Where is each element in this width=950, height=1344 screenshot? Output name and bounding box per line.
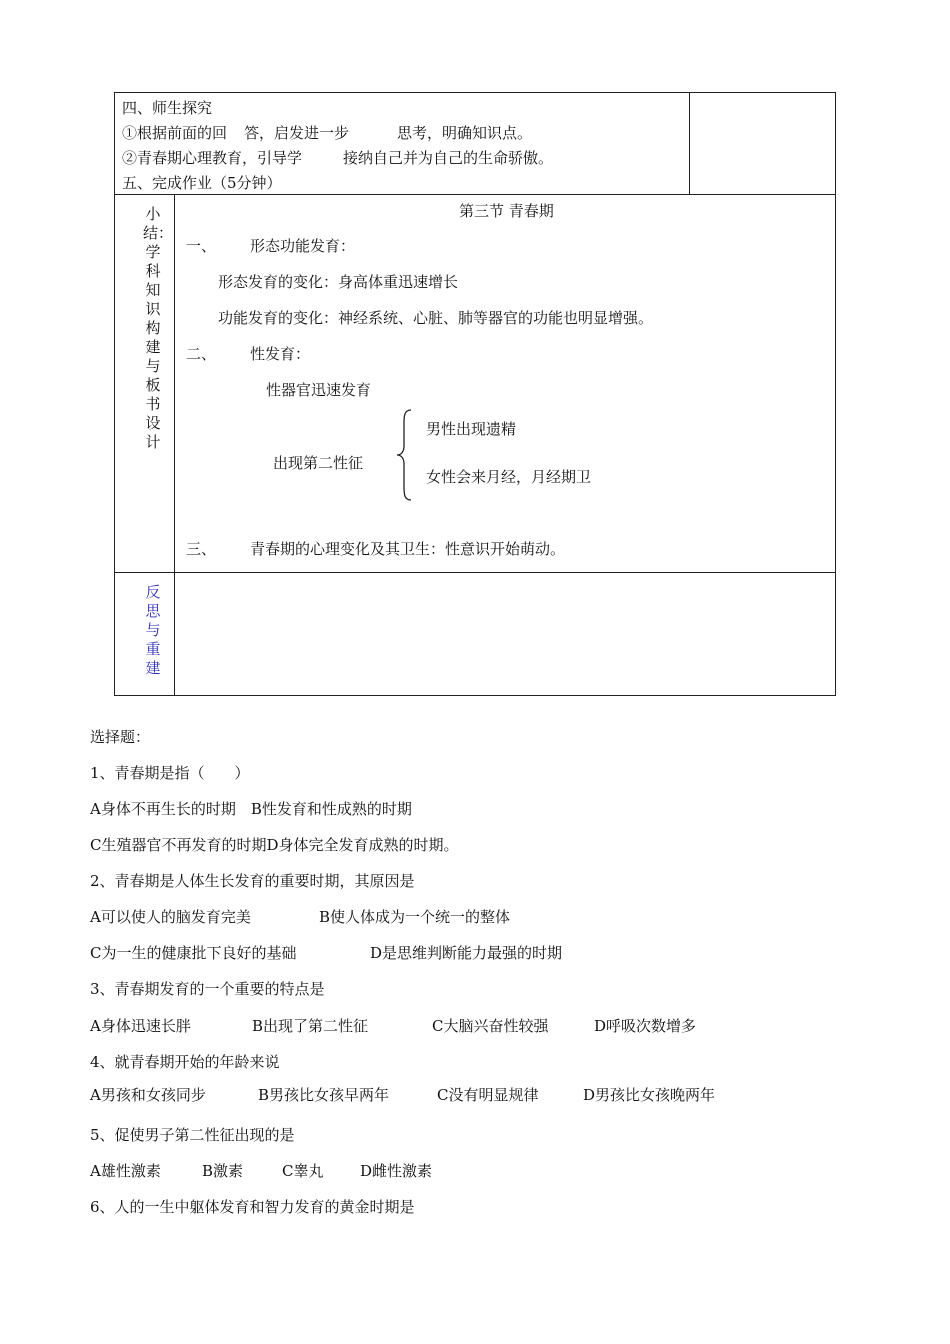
part1-number: 一、 [186, 237, 217, 255]
question-4: 4、就青春期开始的年龄来说 [90, 1053, 280, 1071]
question-4-option-b: B男孩比女孩早两年 [258, 1086, 390, 1104]
table-row-divider-1 [114, 194, 836, 195]
reflection-side-label: 反思与重建 [145, 583, 161, 677]
section4-line2-b: 接纳自己并为自己的生命骄傲。 [343, 149, 554, 167]
question-2: 2、青春期是人体生长发育的重要时期，其原因是 [90, 872, 415, 890]
question-4-option-c: C没有明显规律 [437, 1086, 539, 1104]
question-5-option-a: A雄性激素 [90, 1162, 161, 1180]
part1-line1: 形态发育的变化：身高体重迅速增长 [218, 273, 459, 291]
question-4-option-d: D男孩比女孩晚两年 [583, 1086, 716, 1104]
questions-header: 选择题： [90, 728, 151, 746]
section5-title: 五、完成作业（5分钟） [122, 174, 282, 192]
question-3: 3、青春期发育的一个重要的特点是 [90, 980, 325, 998]
part2-female: 女性会来月经，月经期卫 [426, 468, 592, 486]
part1-line2: 功能发育的变化：神经系统、心脏、肺等器官的功能也明显增强。 [218, 309, 654, 327]
question-3-option-a: A身体迅速长胖 [90, 1017, 191, 1035]
question-2-option-c: C为一生的健康批下良好的基础 [90, 944, 297, 962]
table-border-right [835, 92, 836, 696]
section4-line1-a: ①根据前面的回 [122, 124, 228, 142]
section4-line1-b: 答，启发进一步 [244, 124, 350, 142]
table-divider-top-col [689, 92, 690, 195]
question-1-options-row1: A身体不再生长的时期 B性发育和性成熟的时期 [90, 800, 412, 818]
question-3-option-b: B出现了第二性征 [252, 1017, 369, 1035]
section4-line2-a: ②青春期心理教育，引导学 [122, 149, 303, 167]
part3-number: 三、 [186, 540, 217, 558]
table-row-divider-2 [114, 572, 836, 573]
question-3-option-c: C大脑兴奋性较强 [432, 1017, 549, 1035]
part2-brace-label: 出现第二性征 [273, 454, 364, 472]
question-6: 6、人的一生中躯体发育和智力发育的黄金时期是 [90, 1198, 415, 1216]
part2-title: 性发育： [250, 345, 311, 363]
part2-number: 二、 [186, 345, 217, 363]
question-1-options-row2: C生殖器官不再发育的时期D身体完全发育成熟的时期。 [90, 836, 459, 854]
part2-line1: 性器官迅速发育 [266, 381, 372, 399]
part1-title: 形态功能发育： [250, 237, 356, 255]
question-1: 1、青春期是指（ ） [90, 764, 250, 782]
summary-heading: 第三节 青春期 [459, 202, 554, 220]
question-2-option-a: A可以使人的脑发育完美 [90, 908, 251, 926]
table-border-bottom [114, 695, 836, 696]
question-5-option-b: B激素 [202, 1162, 244, 1180]
summary-side-label: 小结：学科知识构建与板书设计 [143, 205, 174, 451]
question-5: 5、促使男子第二性征出现的是 [90, 1126, 295, 1144]
question-2-option-b: B使人体成为一个统一的整体 [319, 908, 511, 926]
table-border-top [114, 92, 836, 93]
table-border-left [114, 92, 115, 696]
section4-line1-c: 思考，明确知识点。 [397, 124, 533, 142]
table-side-col-divider [174, 194, 175, 696]
question-5-option-c: C睾丸 [282, 1162, 324, 1180]
question-4-option-a: A男孩和女孩同步 [90, 1086, 206, 1104]
section4-title: 四、师生探究 [122, 99, 213, 117]
part3-text: 青春期的心理变化及其卫生：性意识开始萌动。 [250, 540, 566, 558]
question-3-option-d: D呼吸次数增多 [594, 1017, 697, 1035]
question-2-option-d: D是思维判断能力最强的时期 [370, 944, 563, 962]
part2-male: 男性出现遗精 [426, 420, 517, 438]
curly-brace [395, 408, 417, 502]
question-5-option-d: D雌性激素 [360, 1162, 433, 1180]
